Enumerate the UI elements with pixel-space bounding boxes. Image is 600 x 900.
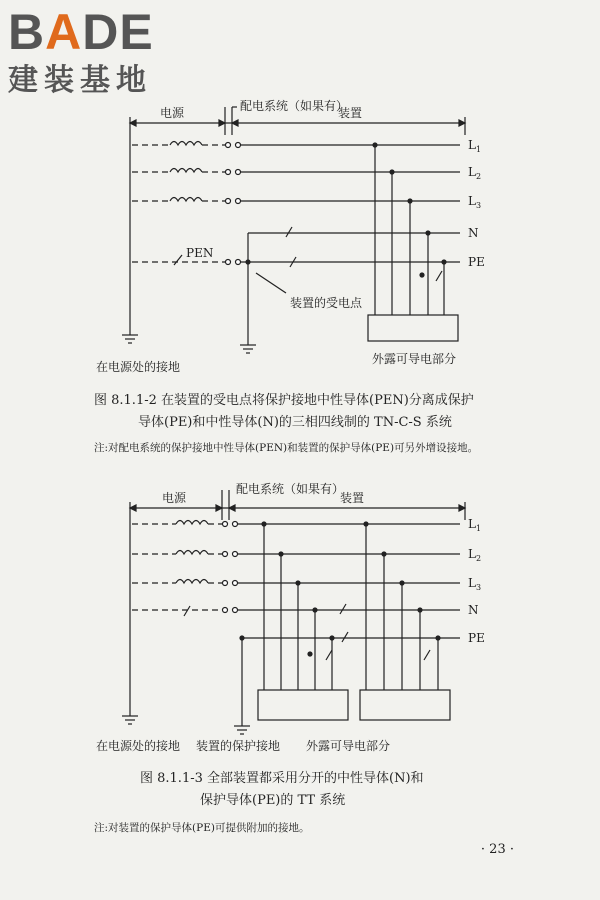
fig2-source-earth-label: 在电源处的接地	[96, 739, 181, 753]
fig2-caption: 图 8.1.1-3 全部装置都采用分开的中性导体(N)和 保护导体(PE)的 TT 系统	[140, 771, 424, 808]
fig1-l1-label: $L_1$	[468, 138, 482, 154]
fig1-caption: 图 8.1.1-2 在装置的受电点将保护接地中性导体(PEN)分离成保护 导体(PE)和中性导体(N)的三相四线制的 TN-C-S 系统	[94, 393, 474, 430]
logo-letter-b: B	[8, 4, 46, 60]
fig2-l1-label: $L_1$	[468, 517, 482, 533]
fig1-receiving-point-label: 装置的受电点	[290, 296, 363, 310]
fig2-exposed-parts-label: 外露可导电部分	[306, 739, 391, 753]
page-number: · 23 ·	[480, 842, 514, 857]
logo-subtitle: 建装基地	[8, 63, 152, 98]
figure-tt-diagram	[0, 478, 600, 758]
logo-letters-de: DE	[82, 4, 154, 60]
fig1-source-label: 电源	[160, 106, 185, 120]
fig2-installation-label: 装置	[340, 491, 365, 505]
brand-logo	[8, 6, 154, 98]
fig1-pen-label: PEN	[186, 246, 214, 260]
fig1-distribution-label: 配电系统（如果有）	[240, 99, 349, 113]
fig2-n-label: N	[468, 603, 479, 617]
fig1-exposed-parts-label: 外露可导电部分	[372, 352, 457, 366]
fig2-distribution-label: 配电系统（如果有）	[236, 482, 345, 496]
fig1-l3-label: $L_3$	[468, 194, 482, 210]
fig2-l2-label: $L_2$	[468, 547, 482, 563]
fig1-pe-label: PE	[468, 255, 485, 269]
fig1-n-label: N	[468, 226, 479, 240]
logo-wordmark	[8, 6, 154, 58]
fig1-note: 注:对配电系统的保护接地中性导体(PEN)和装置的保护导体(PE)可另外增设接地。	[94, 442, 479, 454]
fig2-device-earth-label: 装置的保护接地	[196, 739, 281, 753]
fig2-l3-label: $L_3$	[468, 576, 482, 592]
fig2-note: 注:对装置的保护导体(PE)可提供附加的接地。	[94, 822, 310, 834]
fig2-pe-label: PE	[468, 631, 485, 645]
fig2-source-label: 电源	[162, 491, 187, 505]
fig1-source-earth-label: 在电源处的接地	[96, 360, 181, 374]
fig1-installation-label: 装置	[338, 106, 363, 120]
fig1-l2-label: $L_2$	[468, 165, 482, 181]
logo-letter-a: A	[45, 4, 83, 60]
figure-tn-c-s-diagram	[0, 95, 600, 395]
